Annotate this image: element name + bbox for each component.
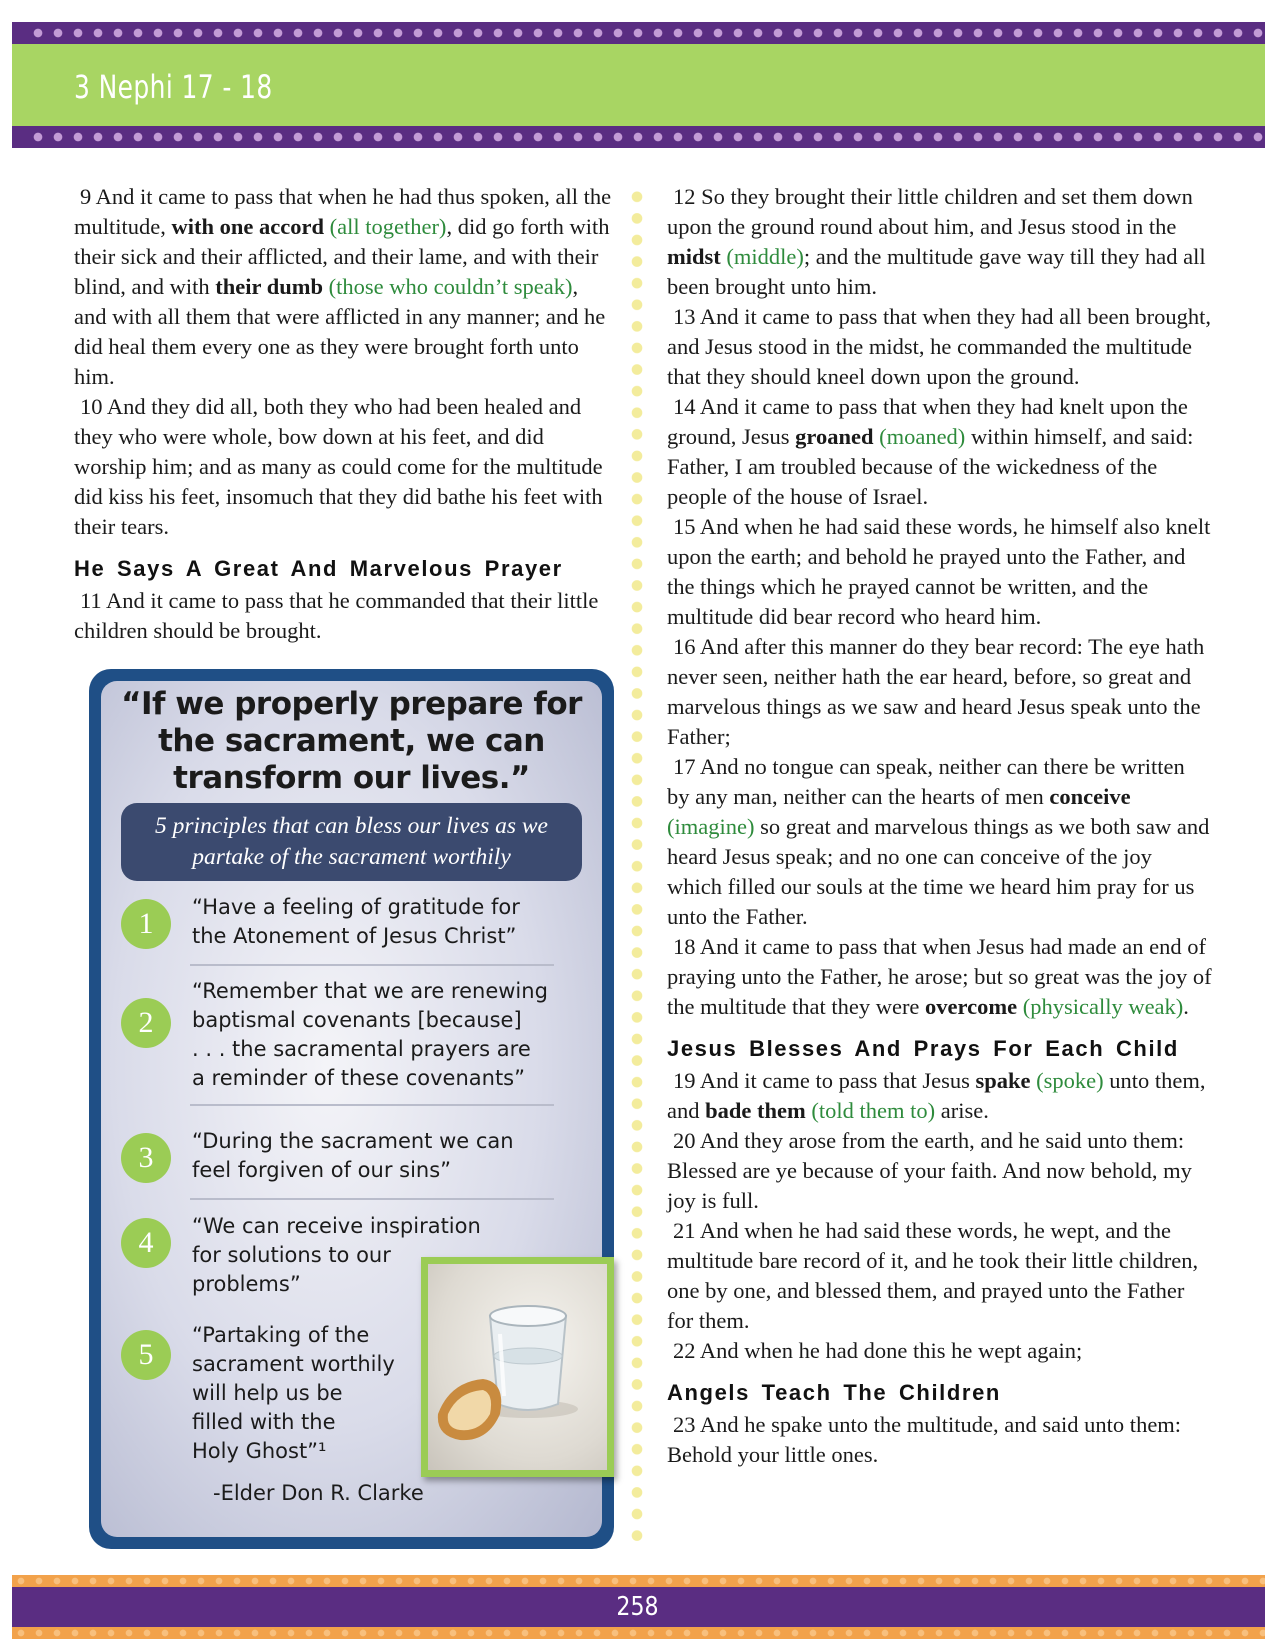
verse-20: 20 And they arose from the earth, and he said unto them: Blessed are ye because of your faith. And now behold, my joy is full. (667, 1128, 1192, 1213)
verse-text: , did go forth with their sick and their afflicted, and their lame, and with their blind, and with (74, 214, 610, 299)
sacrament-cup-and-bread-image (428, 1264, 607, 1470)
number-badge: 3 (121, 1133, 171, 1183)
principle-line: the Atonement of Jesus Christ” (192, 924, 517, 948)
principle-line: Holy Ghost”¹ (192, 1439, 327, 1463)
verse-9 (74, 182, 614, 392)
keyword: bade them (705, 1098, 806, 1123)
verse-text: 9 And it came to pass that when he had thus spoken, all the multitude, (74, 184, 612, 239)
page-title: 3 Nephi 17 - 18 (74, 68, 273, 106)
page-number: 258 (616, 1592, 659, 1622)
verse-text: within himself, and said: Father, I am troubled because of the wickedness of the people of the house of Israel. (667, 424, 1194, 509)
principle-1 (192, 893, 520, 951)
verse-text: 17 And no tongue can speak, neither can there be written by any man, neither can the hearts of men (667, 754, 1185, 809)
principle-3 (192, 1127, 514, 1185)
keyword: their dumb (215, 274, 323, 299)
principle-line: “During the sacrament we can (192, 1129, 514, 1153)
verse-text: 19 And it came to pass that Jesus (673, 1068, 976, 1093)
right-column (667, 182, 1212, 1470)
gloss: (imagine) (667, 814, 755, 839)
footer-bottom-band (12, 1627, 1265, 1639)
section-heading: He Says A Great And Marvelous Prayer (74, 556, 563, 581)
verse-18 (667, 932, 1212, 1022)
section-heading: Angels Teach The Children (667, 1380, 1001, 1405)
verse-text: so great and marvelous things as we both saw and heard Jesus speak; and no one can conceive of the joy which filled our souls at the time we heard him pray for us unto the Father. (667, 814, 1210, 929)
sacrament-photo (428, 1264, 607, 1470)
verse-16: 16 And after this manner do they bear record: The eye hath never seen, neither hath the ear heard, before, so great and marvelous things as we saw and heard Jesus speak unto the Father; (667, 634, 1205, 749)
divider (190, 964, 554, 966)
principle-line: “We can receive inspiration (192, 1214, 481, 1238)
verse-14 (667, 392, 1212, 512)
keyword: spake (975, 1068, 1031, 1093)
card-quote: “If we properly prepare for the sacrament, we can transform our lives.” (121, 686, 582, 796)
verse-15: 15 And when he had said these words, he himself also knelt upon the earth; and behold he prayed unto the Father, and the things which he prayed cannot be written, and the multitude did bear record who heard him. (667, 514, 1211, 629)
verse-11: 11 And it came to pass that he commanded that their little children should be brought. (74, 588, 599, 643)
principle-5 (192, 1321, 395, 1466)
principle-line: problems” (192, 1272, 301, 1296)
verse-text: 12 So they brought their little children and set them down upon the ground round about him, and Jesus stood in the (667, 184, 1193, 239)
number-badge: 2 (121, 998, 171, 1048)
principle-line: baptismal covenants [because] (192, 1008, 522, 1032)
principle-line: feel forgiven of our sins” (192, 1158, 452, 1182)
left-column (74, 182, 614, 646)
principle-line: will help us be (192, 1381, 343, 1405)
principle-line: “Partaking of the (192, 1323, 370, 1347)
header-top-band (12, 22, 1265, 44)
attribution: -Elder Don R. Clarke (213, 1481, 424, 1505)
keyword: conceive (1049, 784, 1131, 809)
gloss: (physically weak) (1017, 994, 1184, 1019)
gloss: (those who couldn’t speak) (322, 274, 573, 299)
divider (190, 1104, 554, 1106)
principle-line: filled with the (192, 1410, 336, 1434)
verse-text: . (1183, 994, 1189, 1019)
header-bottom-band (12, 126, 1265, 148)
footer-top-band (12, 1575, 1265, 1587)
verse-19 (667, 1066, 1212, 1126)
gloss: (all together) (323, 214, 447, 239)
keyword: groaned (795, 424, 874, 449)
verse-21: 21 And when he had said these words, he wept, and the multitude bare record of it, and he took their little children, one by one, and blessed them, and prayed unto the Father for them. (667, 1218, 1199, 1333)
keyword: midst (667, 244, 721, 269)
principle-line: sacrament worthily (192, 1352, 395, 1376)
verse-text: 18 And it came to pass that when Jesus had made an end of praying unto the Father, he arose; but so great was the joy of the multitude that they were (667, 934, 1212, 1019)
number-badge: 1 (121, 899, 171, 949)
principle-line: “Remember that we are renewing (192, 979, 548, 1003)
divider (190, 1198, 554, 1200)
verse-10: 10 And they did all, both they who had been healed and they who were whole, bow down at his feet, and did worship him; and as many as could come for the multitude did kiss his feet, insomuch that they did bathe his feet with their tears. (74, 394, 603, 539)
verse-text: unto them, and (667, 1068, 1206, 1123)
verse-text: 14 And it came to pass that when they had knelt upon the ground, Jesus (667, 394, 1188, 449)
principle-line: for solutions to our (192, 1243, 391, 1267)
card-banner: 5 principles that can bless our lives as we partake of the sacrament worthily (121, 803, 582, 881)
principle-2 (192, 977, 548, 1093)
keyword: overcome (925, 994, 1018, 1019)
principle-line: a reminder of these covenants” (192, 1066, 525, 1090)
verse-23: 23 And he spake unto the multitude, and said unto them: Behold your little ones. (667, 1412, 1182, 1467)
verse-22: 22 And when he had done this he wept again; (673, 1338, 1083, 1363)
gloss: (told them to) (805, 1098, 936, 1123)
principle-line: “Have a feeling of gratitude for (192, 895, 520, 919)
verse-13: 13 And it came to pass that when they had all been brought, and Jesus stood in the midst, he commanded the multitude that they should kneel down upon the ground. (667, 304, 1212, 389)
verse-17 (667, 752, 1212, 932)
verse-text: ; and the multitude gave way till they had all been brought unto him. (667, 244, 1206, 299)
gloss: (moaned) (873, 424, 966, 449)
section-heading: Jesus Blesses And Prays For Each Child (667, 1036, 1179, 1061)
number-badge: 4 (121, 1218, 171, 1268)
gloss: (spoke) (1030, 1068, 1104, 1093)
gloss: (middle) (720, 244, 804, 269)
verse-text: , and with all them that were afflicted in any manner; and he did heal them every one as they were brought forth unto him. (74, 274, 606, 389)
keyword: with one accord (171, 214, 324, 239)
verse-12 (667, 182, 1212, 302)
column-divider (631, 186, 643, 1546)
principle-line: . . . the sacramental prayers are (192, 1037, 531, 1061)
verse-text: arise. (935, 1098, 989, 1123)
number-badge: 5 (121, 1330, 171, 1380)
